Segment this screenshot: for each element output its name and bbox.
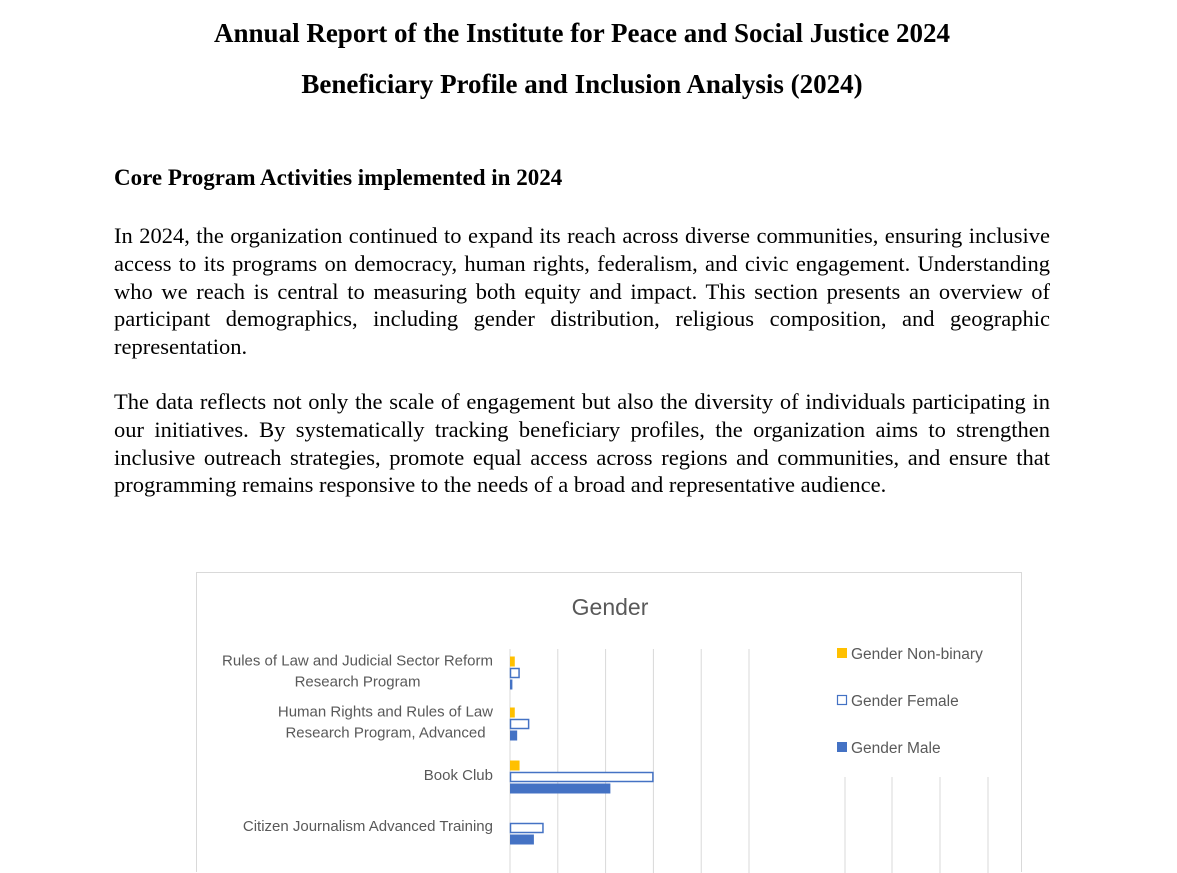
bar bbox=[510, 731, 517, 741]
legend-label: Gender Female bbox=[851, 693, 959, 710]
category-label: Human Rights and Rules of Law bbox=[277, 703, 493, 721]
bar bbox=[511, 669, 520, 678]
gender-chart bbox=[196, 572, 1022, 872]
legend-swatch bbox=[837, 648, 847, 658]
bar bbox=[510, 761, 520, 771]
category-label: Research Program bbox=[294, 673, 421, 691]
legend-label: Gender Non-binary bbox=[851, 646, 983, 663]
legend-swatch bbox=[837, 742, 847, 752]
chart-title: Gender bbox=[571, 594, 649, 620]
bar bbox=[511, 773, 653, 782]
category-label: Book Club bbox=[423, 767, 493, 784]
paragraph-data-reflection: The data reflects not only the scale of engagement but also the diversity of individuals participating in our initiatives. By systematically tracking beneficiary profiles, the organization aims to strengthen inclusive outreach strategies, promote equal access across regions and communities, and ensure that programming remains responsive to the needs of a broad and representative audience. bbox=[114, 389, 1050, 498]
bar bbox=[510, 680, 512, 690]
paragraph-intro: In 2024, the organization continued to expand its reach across diverse communities, ensuring inclusive access to its programs on democracy, human rights, federalism, and civic engagement. Understanding who we reach is central to measuring both equity and impact. This section presents an overview of participant demographics, including gender distribution, religious composition, and geographic representation. bbox=[114, 223, 1050, 360]
bar bbox=[510, 657, 515, 667]
gender-chart-svg bbox=[197, 573, 1023, 873]
bar bbox=[510, 835, 534, 845]
section-heading: Core Program Activities implemented in 2024 bbox=[114, 165, 563, 190]
bar bbox=[510, 708, 515, 718]
bar bbox=[510, 784, 610, 794]
legend-label: Gender Male bbox=[851, 740, 941, 757]
bar bbox=[511, 720, 529, 729]
bar bbox=[511, 824, 543, 833]
legend-swatch bbox=[838, 696, 847, 705]
document-title: Annual Report of the Institute for Peace and Social Justice 2024 bbox=[214, 18, 950, 48]
category-label: Rules of Law and Judicial Sector Reform bbox=[222, 652, 493, 670]
category-label: Research Program, Advanced bbox=[285, 724, 486, 742]
category-label: Citizen Journalism Advanced Training bbox=[242, 818, 493, 835]
document-subtitle: Beneficiary Profile and Inclusion Analysis (2024) bbox=[301, 69, 863, 99]
